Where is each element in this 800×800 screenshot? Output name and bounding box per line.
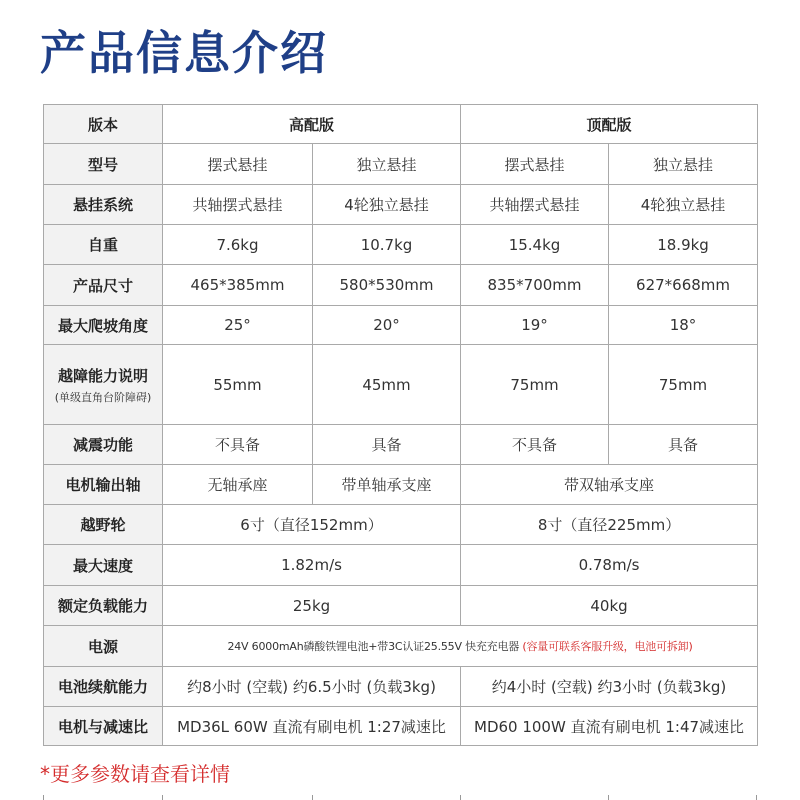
table-row-shock [44,425,758,465]
footnote: *更多参数请查看详情 [40,762,230,786]
table-cell: 6寸（直径152mm） [163,505,461,545]
table-cell: 45mm [313,345,461,425]
table-cell: 20° [313,306,461,345]
table-cell: 75mm [609,345,758,425]
row-label: 最大速度 [44,545,163,586]
table-cell: 不具备 [461,425,609,465]
table-cell: 10.7kg [313,225,461,265]
table-cell: 25kg [163,586,461,626]
table-cell: 19° [461,306,609,345]
row-label: 自重 [44,225,163,265]
table-cell: 共轴摆式悬挂 [461,185,609,225]
header-label-version: 版本 [44,105,163,144]
table-cell: 18° [609,306,758,345]
tick-mark [312,795,313,800]
row-label: 电源 [44,626,163,667]
table-row-size [44,265,758,306]
table-row-wheel [44,505,758,545]
table-cell: 带单轴承支座 [313,465,461,505]
table-cell: 465*385mm [163,265,313,306]
table-cell: 独立悬挂 [609,144,758,185]
table-cell: 具备 [609,425,758,465]
page-title: 产品信息介绍 [40,26,328,80]
table-cell: MD60 100W 直流有刷电机 1:47减速比 [461,707,758,746]
table-cell: 75mm [461,345,609,425]
table-cell: 18.9kg [609,225,758,265]
table-row-power [44,626,758,667]
table-header-row [44,105,758,144]
row-label: 最大爬坡角度 [44,306,163,345]
table-cell: 独立悬挂 [313,144,461,185]
row-label: 额定负载能力 [44,586,163,626]
row-label-main: 越障能力说明 [57,366,148,385]
power-cell [163,626,758,667]
table-cell: MD36L 60W 直流有刷电机 1:27减速比 [163,707,461,746]
tick-mark [608,795,609,800]
table-cell: 40kg [461,586,758,626]
table-row-speed [44,545,758,586]
power-text: 24V 6000mAh磷酸铁锂电池+带3C认证25.55V 快充充电器 [227,640,520,653]
table-row-load [44,586,758,626]
row-label: 越野轮 [44,505,163,545]
table-cell: 约8小时 (空载) 约6.5小时 (负载3kg) [163,667,461,707]
tick-mark [43,795,44,800]
table-cell: 0.78m/s [461,545,758,586]
table-row-motor-shaft [44,465,758,505]
row-label: 电机输出轴 [44,465,163,505]
row-label: 电机与减速比 [44,707,163,746]
row-label-sub: (单级直角台阶障碍) [54,390,152,404]
tick-mark [162,795,163,800]
power-note: (容量可联系客服升级，电池可拆卸) [522,640,693,653]
table-cell: 8寸（直径225mm） [461,505,758,545]
table-cell: 共轴摆式悬挂 [163,185,313,225]
row-label [44,345,163,425]
table-cell: 835*700mm [461,265,609,306]
table-row-suspension [44,185,758,225]
table-cell: 摆式悬挂 [163,144,313,185]
row-label: 减震功能 [44,425,163,465]
row-label: 悬挂系统 [44,185,163,225]
table-row-climb [44,306,758,345]
table-cell: 25° [163,306,313,345]
table-cell: 4轮独立悬挂 [313,185,461,225]
table-cell: 7.6kg [163,225,313,265]
table-row-model [44,144,758,185]
table-cell: 1.82m/s [163,545,461,586]
table-cell: 4轮独立悬挂 [609,185,758,225]
table-cell: 15.4kg [461,225,609,265]
header-group-top: 顶配版 [461,105,758,144]
table-row-obstacle [44,345,758,425]
table-cell: 摆式悬挂 [461,144,609,185]
table-cell: 55mm [163,345,313,425]
table-cell: 具备 [313,425,461,465]
table-cell: 无轴承座 [163,465,313,505]
table-cell: 不具备 [163,425,313,465]
table-cell: 627*668mm [609,265,758,306]
row-label: 型号 [44,144,163,185]
table-row-motor [44,707,758,746]
table-cell: 带双轴承支座 [461,465,758,505]
tick-mark [756,795,757,800]
spec-table [43,104,758,746]
table-cell: 580*530mm [313,265,461,306]
table-row-weight [44,225,758,265]
tick-mark [460,795,461,800]
bottom-divider-ticks [0,795,800,800]
header-group-high: 高配版 [163,105,461,144]
table-row-battery-life [44,667,758,707]
table-cell: 约4小时 (空载) 约3小时 (负载3kg) [461,667,758,707]
row-label: 产品尺寸 [44,265,163,306]
row-label: 电池续航能力 [44,667,163,707]
